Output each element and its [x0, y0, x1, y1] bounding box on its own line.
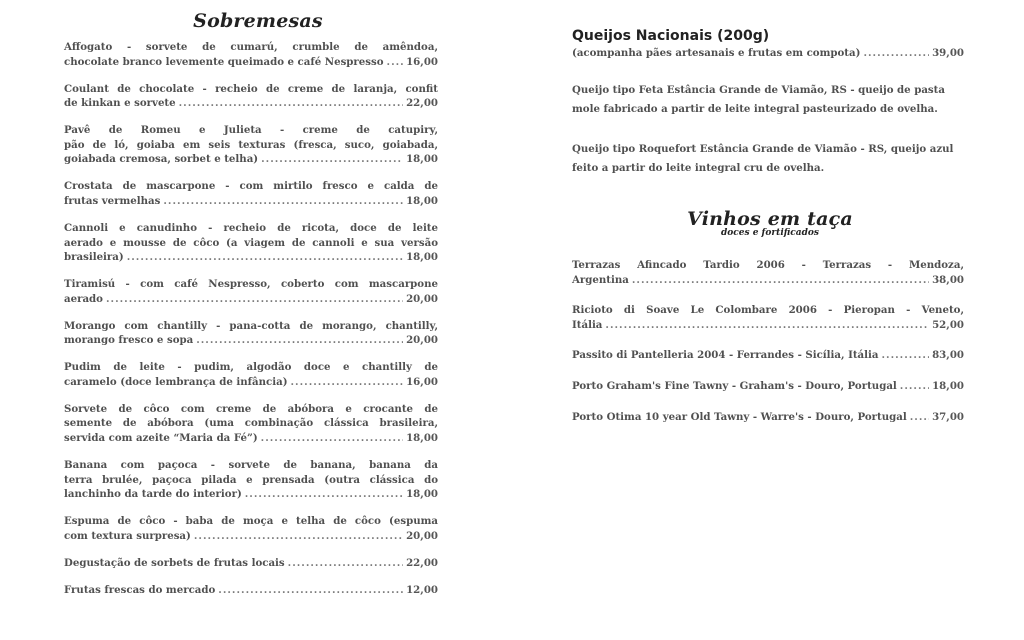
item-price: 18,00 — [406, 153, 438, 166]
menu-item — [64, 82, 438, 111]
item-price: 20,00 — [406, 334, 438, 347]
item-price-line — [64, 529, 438, 544]
desserts-section — [64, 10, 438, 610]
item-description-line: Ricioto di Soave Le Colombare 2006 - Pieropan - Veneto, — [572, 304, 964, 317]
item-description-line: Cannoli e canudinho - recheio de ricota, doce de leite — [64, 221, 438, 234]
menu-item — [64, 402, 438, 446]
menu-item — [64, 458, 438, 502]
leader-dots — [863, 46, 929, 61]
item-description-line: aerado e mousse de côco (a viagem de cannoli e sua versão — [64, 236, 438, 249]
item-name: Porto Graham's Fine Tawny - Graham's - Douro, Portugal — [572, 379, 897, 392]
item-price-line — [64, 375, 438, 390]
item-name: brasileira) — [64, 251, 124, 264]
item-description-line: pão de ló, goiaba em seis texturas (fresca, suco, goiabada, — [64, 138, 438, 151]
menu-item — [64, 123, 438, 167]
item-price: 20,00 — [406, 292, 438, 305]
menu-item — [64, 360, 438, 389]
item-description-line: Banana com paçoca - sorvete de banana, banana da — [64, 458, 438, 471]
item-price-line — [64, 55, 438, 70]
item-price-line — [64, 194, 438, 209]
item-price-line — [64, 487, 438, 502]
item-price-line — [64, 333, 438, 348]
menu-item — [572, 348, 964, 363]
cheese-section — [572, 0, 964, 440]
item-price-line — [64, 250, 438, 265]
menu-item — [64, 40, 438, 69]
leader-dots — [218, 583, 403, 598]
item-name: Itália — [572, 318, 603, 331]
item-description-line: Sorvete de côco com creme de abóbora e crocante de — [64, 402, 438, 415]
item-price: 16,00 — [406, 55, 438, 68]
item-description-line: terra brulée, paçoca pilada e prensada (outra clássica do — [64, 473, 438, 486]
item-description-line: Pudim de leite - pudim, algodão doce e chantilly de — [64, 361, 438, 374]
item-description-line: Affogato - sorvete de cumarú, crumble de amêndoa, — [64, 41, 438, 53]
item-name: chocolate branco levemente queimado e café Nespresso — [64, 55, 384, 68]
leader-dots — [387, 55, 404, 70]
menu-item — [572, 258, 964, 287]
item-name: Argentina — [572, 273, 629, 286]
cheese-description: Queijo tipo Roquefort Estância Grande de Viamão - RS, queijo azul feito a partir do leite integral cru de ovelha. — [572, 143, 954, 174]
item-price-line — [64, 96, 438, 111]
item-price: 83,00 — [932, 349, 964, 362]
leader-dots — [245, 487, 403, 502]
menu-item — [64, 319, 438, 348]
item-price-line — [572, 379, 964, 394]
item-name: frutas vermelhas — [64, 194, 161, 207]
leader-dots — [882, 348, 930, 363]
menu-item — [64, 583, 438, 598]
menu-item — [64, 277, 438, 306]
item-name: goiabada cremosa, sorbet e telha) — [64, 153, 259, 166]
leader-dots — [127, 250, 403, 265]
leader-dots — [106, 292, 403, 307]
wines-subtitle: doces e fortificados — [721, 228, 819, 238]
cheese-price: 39,00 — [932, 47, 964, 59]
item-price: 18,00 — [932, 379, 964, 392]
item-price: 16,00 — [406, 375, 438, 388]
item-price: 12,00 — [406, 583, 438, 596]
item-name: servida com azeite “Maria da Fé”) — [64, 432, 258, 444]
leader-dots — [163, 194, 403, 209]
item-name: Porto Otima 10 year Old Tawny - Warre's - Douro, Portugal — [572, 410, 907, 423]
leader-dots — [179, 96, 403, 111]
item-name: lanchinho da tarde do interior) — [64, 488, 242, 501]
leader-dots — [196, 333, 403, 348]
item-price: 18,00 — [406, 488, 438, 501]
wine-list — [572, 258, 964, 424]
item-description-line: Morango com chantilly - pana-cotta de morango, chantilly, — [64, 319, 438, 332]
menu-item — [64, 179, 438, 208]
leader-dots — [288, 556, 403, 571]
item-price-line — [572, 410, 964, 425]
cheese-title: Queijos Nacionais (200g) — [572, 28, 770, 44]
leader-dots — [632, 273, 929, 288]
item-description-line: Crostata de mascarpone - com mirtilo fresco e calda de — [64, 180, 438, 193]
item-name: Frutas frescas do mercado — [64, 583, 216, 596]
item-price: 37,00 — [932, 410, 964, 423]
item-price-line — [572, 318, 964, 333]
menu-item — [64, 514, 438, 543]
item-price: 22,00 — [406, 556, 438, 569]
item-price-line — [64, 556, 438, 571]
leader-dots — [900, 379, 929, 394]
item-price: 18,00 — [406, 251, 438, 264]
item-price-line — [572, 273, 964, 288]
leader-dots — [194, 529, 403, 544]
item-price: 18,00 — [406, 194, 438, 207]
item-price: 38,00 — [932, 273, 964, 286]
leader-dots — [261, 152, 403, 167]
leader-dots — [261, 431, 403, 446]
cheese-note-row — [572, 46, 964, 61]
item-price: 20,00 — [406, 529, 438, 542]
leader-dots — [605, 318, 929, 333]
item-price-line — [572, 348, 964, 363]
menu-item — [572, 303, 964, 332]
item-name: Degustação de sorbets de frutas locais — [64, 556, 285, 569]
desserts-title: Sobremesas — [193, 10, 323, 32]
item-price-line — [64, 583, 438, 598]
item-name: Passito di Pantelleria 2004 - Ferrandes - Sicília, Itália — [572, 349, 879, 362]
item-name: caramelo (doce lembrança de infância) — [64, 375, 288, 388]
item-price-line — [64, 431, 438, 446]
cheese-note: (acompanha pães artesanais e frutas em compota) — [572, 47, 861, 59]
item-description-line: Espuma de côco - baba de moça e telha de côco (espuma — [64, 515, 438, 528]
item-description-line: Coulant de chocolate - recheio de creme de laranja, confit — [64, 82, 438, 95]
item-description-line: Pavê de Romeu e Julieta - creme de catupiry, — [64, 124, 438, 137]
menu-item — [572, 379, 964, 394]
item-price-line — [64, 292, 438, 307]
item-description-line: semente de abóbora (uma combinação clássica brasileira, — [64, 417, 438, 430]
menu-item — [64, 556, 438, 571]
item-price: 22,00 — [406, 97, 438, 110]
dessert-list — [64, 40, 438, 597]
item-name: morango fresco e sopa — [64, 334, 194, 347]
item-price-line — [64, 152, 438, 167]
menu-item — [64, 221, 438, 265]
item-name: com textura surpresa) — [64, 529, 191, 542]
wines-title: Vinhos em taça — [687, 208, 853, 230]
item-name: de kinkan e sorvete — [64, 97, 176, 110]
menu-item — [572, 410, 964, 425]
wines-section — [572, 208, 964, 424]
item-price: 18,00 — [406, 432, 438, 444]
item-name: aerado — [64, 292, 103, 305]
item-price: 52,00 — [932, 318, 964, 331]
leader-dots — [910, 410, 929, 425]
leader-dots — [291, 375, 404, 390]
cheese-description: Queijo tipo Feta Estância Grande de Viamão, RS - queijo de pasta mole fabricado a partir de leite integral pasteurizado de ovelha. — [572, 84, 945, 115]
item-description-line: Terrazas Afincado Tardio 2006 - Terrazas - Mendoza, — [572, 259, 964, 271]
item-description-line: Tiramisú - com café Nespresso, coberto com mascarpone — [64, 278, 438, 291]
